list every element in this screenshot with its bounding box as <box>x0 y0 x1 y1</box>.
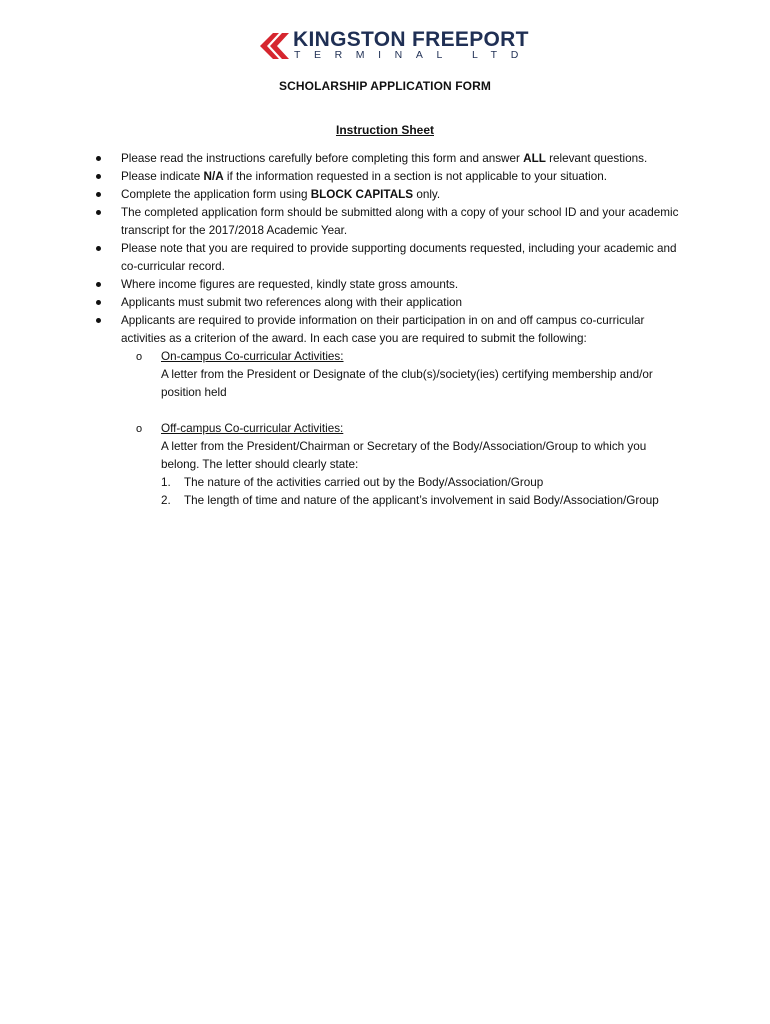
instruction-item <box>96 276 686 294</box>
instruction-item <box>96 150 686 168</box>
instruction-text: Where income figures are requested, kindly state gross amounts. <box>121 278 459 291</box>
circle-bullet-icon: o <box>136 351 143 363</box>
on-campus-subitem <box>96 348 686 402</box>
instruction-item <box>96 186 686 204</box>
item-number: 1. <box>161 476 171 489</box>
instruction-text: only. <box>413 188 441 201</box>
subitem-heading: On-campus Co-curricular Activities: <box>161 350 344 363</box>
numbered-item-text: The length of time and nature of the applicant’s involvement in said Body/Association/Group <box>184 494 659 507</box>
instruction-item <box>96 312 686 348</box>
circle-bullet-icon: o <box>136 423 143 435</box>
bullet-icon <box>96 282 101 287</box>
bullet-icon <box>96 318 101 323</box>
instruction-emphasis: ALL <box>523 152 546 165</box>
instruction-text: Applicants must submit two references along with their application <box>121 296 463 309</box>
subitem-text: A letter from the President or Designate of the club(s)/society(ies) certifying membership and/or position held <box>161 368 653 399</box>
bullet-icon <box>96 300 101 305</box>
numbered-item <box>161 474 686 492</box>
bullet-icon <box>96 192 101 197</box>
bullet-icon <box>96 210 101 215</box>
instruction-emphasis: BLOCK CAPITALS <box>310 188 414 201</box>
instruction-list <box>96 150 686 510</box>
bullet-icon <box>96 246 101 251</box>
instruction-text: Applicants are required to provide information on their participation in on and off campus co-curricular activities as a criterion of the award. In each case you are required to submit the following: <box>121 314 645 345</box>
numbered-item-text: The nature of the activities carried out by the Body/Association/Group <box>184 476 544 489</box>
bullet-icon <box>96 156 101 161</box>
company-logo <box>260 28 532 66</box>
subitem-text: A letter from the President/Chairman or Secretary of the Body/Association/Group to which you belong. The letter should clearly state: <box>161 440 647 471</box>
instruction-text: Please note that you are required to provide supporting documents requested, including your academic and co-curricular record. <box>121 242 677 273</box>
instruction-text: if the information requested in a section is not applicable to your situation. <box>223 170 607 183</box>
off-campus-subitem <box>96 420 686 510</box>
instruction-text: Complete the application form using <box>121 188 311 201</box>
instruction-item <box>96 168 686 186</box>
instruction-text: Please read the instructions carefully before completing this form and answer <box>121 152 524 165</box>
logo-text-secondary: TERMINAL LTD <box>294 49 532 61</box>
instruction-item <box>96 240 686 276</box>
form-title: SCHOLARSHIP APPLICATION FORM <box>279 79 491 93</box>
logo-text-primary: KINGSTON FREEPORT <box>293 28 529 51</box>
instruction-text: relevant questions. <box>545 152 648 165</box>
subitem-heading: Off-campus Co-curricular Activities: <box>161 422 344 435</box>
instruction-item <box>96 294 686 312</box>
instruction-text: The completed application form should be submitted along with a copy of your school ID and your academic transcript for the 2017/2018 Academic Year. <box>121 206 679 237</box>
numbered-item <box>161 492 686 510</box>
bullet-icon <box>96 174 101 179</box>
instruction-emphasis: N/A <box>203 170 224 183</box>
item-number: 2. <box>161 494 171 507</box>
logo-mark-icon <box>260 32 290 60</box>
instruction-sheet-heading: Instruction Sheet <box>335 123 434 137</box>
instruction-item <box>96 204 686 240</box>
instruction-text: Please indicate <box>121 170 204 183</box>
